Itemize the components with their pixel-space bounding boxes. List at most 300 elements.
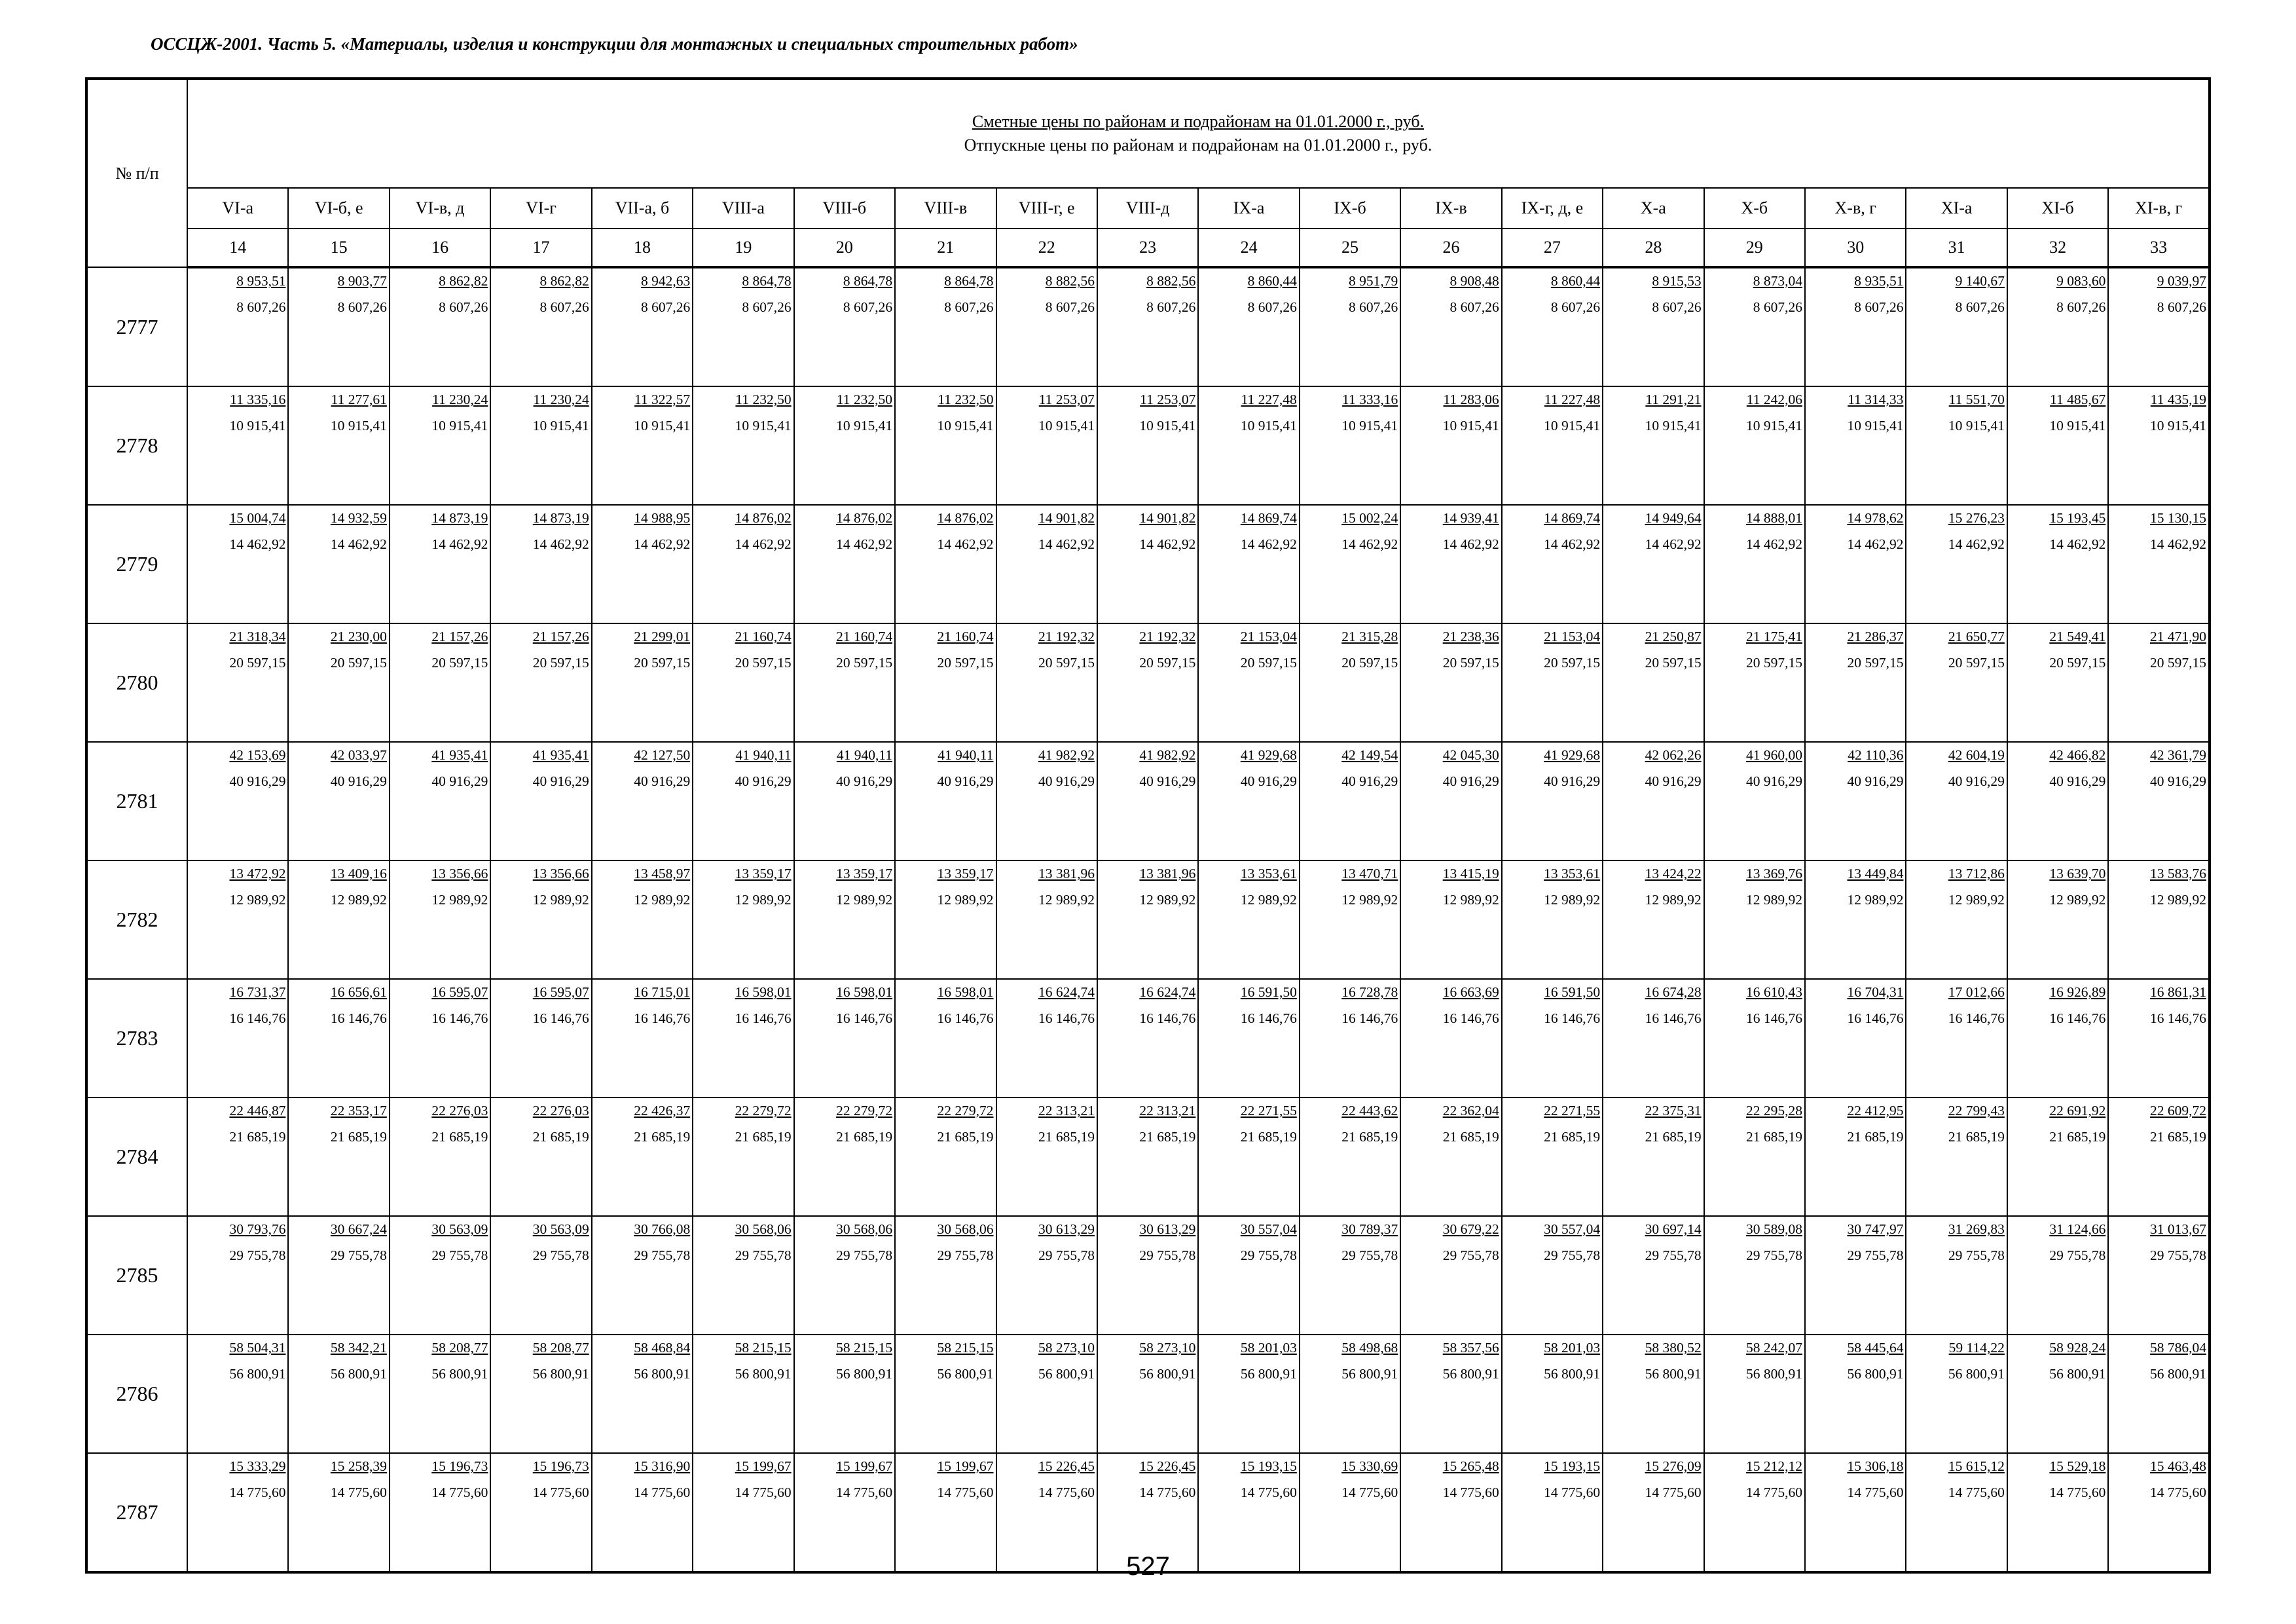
price-cell — [693, 1098, 793, 1216]
release-price: 10 915,41 — [431, 418, 488, 434]
release-price: 56 800,91 — [1544, 1366, 1601, 1382]
estimate-price: 21 315,28 — [1341, 629, 1398, 644]
table-row — [86, 742, 2210, 860]
price-cell — [1400, 386, 1501, 505]
price-cell — [2108, 1098, 2210, 1216]
release-price: 16 146,76 — [2049, 1010, 2106, 1026]
table-row — [86, 623, 2210, 742]
price-cell — [490, 623, 591, 742]
price-cell — [1198, 1216, 1299, 1335]
release-price: 40 916,29 — [532, 773, 589, 789]
price-cell — [1603, 742, 1704, 860]
price-cell — [895, 623, 996, 742]
estimate-price: 42 604,19 — [1948, 747, 2005, 763]
estimate-price: 41 935,41 — [431, 747, 488, 763]
release-price: 14 462,92 — [634, 536, 691, 552]
estimate-price: 58 498,68 — [1341, 1340, 1398, 1356]
price-cell — [1097, 1216, 1198, 1335]
estimate-price: 14 873,19 — [431, 510, 488, 526]
release-price: 16 146,76 — [1341, 1010, 1398, 1026]
estimate-price: 15 193,15 — [1240, 1458, 1297, 1474]
table-row — [86, 979, 2210, 1098]
estimate-price: 16 715,01 — [634, 984, 691, 1000]
estimate-price: 15 199,67 — [735, 1458, 792, 1474]
district-header: VIII-а — [693, 188, 793, 229]
estimate-price: 30 766,08 — [634, 1221, 691, 1237]
price-cell — [187, 742, 288, 860]
estimate-price: 15 333,29 — [229, 1458, 286, 1474]
price-cell — [1704, 267, 1805, 386]
release-price: 20 597,15 — [2150, 655, 2206, 671]
release-price: 20 597,15 — [937, 655, 994, 671]
price-cell — [1198, 860, 1299, 979]
estimate-price: 11 232,50 — [735, 392, 792, 407]
price-cell — [490, 267, 591, 386]
release-price: 29 755,78 — [2150, 1247, 2206, 1263]
release-price: 12 989,92 — [1746, 892, 1802, 908]
price-cell — [1502, 742, 1603, 860]
price-cell — [1097, 386, 1198, 505]
price-cell — [288, 742, 389, 860]
estimate-price: 30 789,37 — [1341, 1221, 1398, 1237]
release-price: 29 755,78 — [735, 1247, 792, 1263]
price-cell — [1805, 742, 1906, 860]
estimate-price: 15 193,45 — [2049, 510, 2106, 526]
price-cell — [1704, 742, 1805, 860]
release-price: 20 597,15 — [532, 655, 589, 671]
price-cell — [592, 386, 693, 505]
table-row — [86, 1335, 2210, 1453]
release-price: 12 989,92 — [2150, 892, 2206, 908]
release-price: 10 915,41 — [1847, 418, 1904, 434]
estimate-price: 30 667,24 — [330, 1221, 387, 1237]
release-price: 14 775,60 — [1847, 1485, 1904, 1500]
estimate-price: 21 318,34 — [229, 629, 286, 644]
price-cell — [1603, 1335, 1704, 1453]
release-price: 29 755,78 — [1442, 1247, 1499, 1263]
column-number: 15 — [288, 229, 389, 267]
estimate-price: 15 276,23 — [1948, 510, 2005, 526]
price-cell — [1400, 1335, 1501, 1453]
estimate-price: 11 314,33 — [1848, 392, 1904, 407]
release-price: 8 607,26 — [1146, 299, 1196, 315]
price-cell — [1704, 386, 1805, 505]
release-price: 12 989,92 — [836, 892, 893, 908]
release-price: 21 685,19 — [532, 1129, 589, 1145]
estimate-price: 21 160,74 — [735, 629, 792, 644]
price-cell — [2007, 1098, 2108, 1216]
release-price: 14 462,92 — [1948, 536, 2005, 552]
release-price: 8 607,26 — [640, 299, 691, 315]
price-cell — [1906, 505, 2007, 623]
price-cell — [1300, 1335, 1400, 1453]
release-price: 16 146,76 — [937, 1010, 994, 1026]
estimate-price: 15 316,90 — [634, 1458, 691, 1474]
column-number: 21 — [895, 229, 996, 267]
estimate-price: 41 940,11 — [836, 747, 893, 763]
estimate-price: 13 470,71 — [1341, 866, 1398, 881]
release-price: 10 915,41 — [1240, 418, 1297, 434]
estimate-price: 11 277,61 — [331, 392, 387, 407]
price-cell — [1198, 505, 1299, 623]
release-price: 14 775,60 — [2150, 1485, 2206, 1500]
estimate-price: 41 982,92 — [1038, 747, 1095, 763]
column-number: 22 — [996, 229, 1097, 267]
price-cell — [2108, 267, 2210, 386]
estimate-price: 11 232,50 — [938, 392, 994, 407]
release-price: 14 775,60 — [2049, 1485, 2106, 1500]
price-cell — [1300, 1098, 1400, 1216]
estimate-price: 16 595,07 — [431, 984, 488, 1000]
release-price: 12 989,92 — [735, 892, 792, 908]
estimate-price: 14 932,59 — [330, 510, 387, 526]
estimate-price: 13 449,84 — [1847, 866, 1904, 881]
price-cell — [187, 1335, 288, 1453]
price-table-body — [86, 267, 2210, 1572]
release-price: 40 916,29 — [1139, 773, 1196, 789]
release-price: 12 989,92 — [1038, 892, 1095, 908]
release-price: 20 597,15 — [634, 655, 691, 671]
estimate-price: 11 333,16 — [1342, 392, 1398, 407]
release-price: 40 916,29 — [330, 773, 387, 789]
release-price: 20 597,15 — [1341, 655, 1398, 671]
price-cell — [1400, 1216, 1501, 1335]
estimate-price: 16 598,01 — [937, 984, 994, 1000]
release-price: 29 755,78 — [1038, 1247, 1095, 1263]
release-price: 14 462,92 — [532, 536, 589, 552]
price-cell — [592, 1216, 693, 1335]
price-cell — [1198, 1335, 1299, 1453]
release-price: 21 685,19 — [1038, 1129, 1095, 1145]
estimate-price: 15 226,45 — [1038, 1458, 1095, 1474]
price-cell — [1300, 386, 1400, 505]
estimate-price: 16 591,50 — [1544, 984, 1601, 1000]
price-cell — [1097, 1098, 1198, 1216]
row-number: 2777 — [86, 267, 187, 386]
price-cell — [2007, 1216, 2108, 1335]
release-price: 20 597,15 — [1544, 655, 1601, 671]
price-caption — [187, 79, 2210, 188]
release-price: 29 755,78 — [2049, 1247, 2106, 1263]
release-price: 8 607,26 — [1349, 299, 1398, 315]
release-price: 21 685,19 — [1442, 1129, 1499, 1145]
column-number: 17 — [490, 229, 591, 267]
price-cell — [592, 742, 693, 860]
estimate-price: 16 610,43 — [1746, 984, 1802, 1000]
estimate-price: 58 215,15 — [735, 1340, 792, 1356]
price-cell — [895, 979, 996, 1098]
estimate-price: 21 153,04 — [1544, 629, 1601, 644]
price-cell — [2108, 1335, 2210, 1453]
release-price: 8 607,26 — [1652, 299, 1702, 315]
estimate-price: 11 322,57 — [634, 392, 691, 407]
district-header: VIII-д — [1097, 188, 1198, 229]
release-price: 8 607,26 — [1045, 299, 1095, 315]
release-price: 10 915,41 — [2150, 418, 2206, 434]
price-cell — [693, 742, 793, 860]
release-price: 20 597,15 — [431, 655, 488, 671]
release-price: 21 685,19 — [634, 1129, 691, 1145]
release-price: 8 607,26 — [1550, 299, 1601, 315]
price-cell — [895, 386, 996, 505]
estimate-price: 9 140,67 — [1955, 273, 2005, 289]
release-price: 29 755,78 — [1240, 1247, 1297, 1263]
row-number: 2782 — [86, 860, 187, 979]
row-number: 2787 — [86, 1453, 187, 1572]
price-cell — [1198, 1098, 1299, 1216]
release-price: 8 607,26 — [742, 299, 792, 315]
release-price: 40 916,29 — [1240, 773, 1297, 789]
release-price: 29 755,78 — [634, 1247, 691, 1263]
release-price: 20 597,15 — [1746, 655, 1802, 671]
column-number: 32 — [2007, 229, 2108, 267]
release-price: 20 597,15 — [1139, 655, 1196, 671]
estimate-price: 30 589,08 — [1746, 1221, 1802, 1237]
table-row — [86, 386, 2210, 505]
release-price: 21 685,19 — [1341, 1129, 1398, 1145]
price-cell — [390, 742, 490, 860]
estimate-price: 22 313,21 — [1038, 1103, 1095, 1118]
estimate-price: 15 615,12 — [1948, 1458, 2005, 1474]
price-table — [85, 77, 2211, 1574]
estimate-price: 41 940,11 — [938, 747, 994, 763]
estimate-price: 11 435,19 — [2150, 392, 2206, 407]
price-cell — [1603, 623, 1704, 742]
estimate-price: 22 446,87 — [229, 1103, 286, 1118]
column-number: 24 — [1198, 229, 1299, 267]
release-price: 16 146,76 — [1847, 1010, 1904, 1026]
release-price: 10 915,41 — [1038, 418, 1095, 434]
estimate-price: 15 212,12 — [1746, 1458, 1802, 1474]
column-number: 30 — [1805, 229, 1906, 267]
release-price: 12 989,92 — [2049, 892, 2106, 908]
release-price: 14 775,60 — [431, 1485, 488, 1500]
release-price: 20 597,15 — [2049, 655, 2106, 671]
estimate-price: 14 949,64 — [1645, 510, 1702, 526]
price-cell — [2007, 742, 2108, 860]
district-header: VIII-б — [794, 188, 895, 229]
release-price: 8 607,26 — [2056, 299, 2106, 315]
release-price: 21 685,19 — [735, 1129, 792, 1145]
estimate-price: 42 466,82 — [2049, 747, 2106, 763]
price-cell — [1603, 1098, 1704, 1216]
estimate-price: 16 598,01 — [836, 984, 893, 1000]
release-price: 16 146,76 — [330, 1010, 387, 1026]
release-price: 29 755,78 — [1948, 1247, 2005, 1263]
release-price: 16 146,76 — [1442, 1010, 1499, 1026]
estimate-price: 16 663,69 — [1442, 984, 1499, 1000]
estimate-price: 58 380,52 — [1645, 1340, 1702, 1356]
release-price: 10 915,41 — [1341, 418, 1398, 434]
column-number: 31 — [1906, 229, 2007, 267]
estimate-price: 21 299,01 — [634, 629, 691, 644]
price-cell — [1704, 1335, 1805, 1453]
release-price: 21 685,19 — [1746, 1129, 1802, 1145]
estimate-price: 21 175,41 — [1746, 629, 1802, 644]
price-cell — [2007, 505, 2108, 623]
price-cell — [1603, 267, 1704, 386]
price-cell — [1906, 1098, 2007, 1216]
column-number: 27 — [1502, 229, 1603, 267]
release-price: 16 146,76 — [532, 1010, 589, 1026]
price-cell — [1300, 860, 1400, 979]
release-price: 20 597,15 — [735, 655, 792, 671]
price-cell — [592, 505, 693, 623]
estimate-price: 58 468,84 — [634, 1340, 691, 1356]
release-price: 29 755,78 — [1746, 1247, 1802, 1263]
estimate-price: 15 196,73 — [532, 1458, 589, 1474]
estimate-price: 30 747,97 — [1847, 1221, 1904, 1237]
estimate-price: 17 012,66 — [1948, 984, 2005, 1000]
price-cell — [490, 1335, 591, 1453]
release-price: 14 462,92 — [1038, 536, 1095, 552]
estimate-price: 42 062,26 — [1645, 747, 1702, 763]
estimate-price: 15 199,67 — [937, 1458, 994, 1474]
price-cell — [794, 1098, 895, 1216]
price-cell — [895, 1216, 996, 1335]
release-price: 14 775,60 — [532, 1485, 589, 1500]
price-cell — [895, 1335, 996, 1453]
release-price: 40 916,29 — [2049, 773, 2106, 789]
price-cell — [2108, 623, 2210, 742]
price-cell — [592, 1098, 693, 1216]
price-cell — [1502, 979, 1603, 1098]
release-price: 10 915,41 — [1544, 418, 1601, 434]
estimate-price: 13 356,66 — [532, 866, 589, 881]
estimate-price: 8 862,82 — [539, 273, 589, 289]
price-cell — [187, 267, 288, 386]
price-cell — [187, 386, 288, 505]
release-price: 16 146,76 — [735, 1010, 792, 1026]
estimate-price: 41 982,92 — [1139, 747, 1196, 763]
price-cell — [390, 623, 490, 742]
estimate-price: 9 083,60 — [2056, 273, 2106, 289]
table-row — [86, 1216, 2210, 1335]
estimate-price: 11 253,07 — [1038, 392, 1095, 407]
release-price: 29 755,78 — [1139, 1247, 1196, 1263]
estimate-price: 22 412,95 — [1847, 1103, 1904, 1118]
district-header: IX-г, д, е — [1502, 188, 1603, 229]
estimate-price: 8 864,78 — [843, 273, 893, 289]
release-price: 56 800,91 — [330, 1366, 387, 1382]
price-cell — [1805, 267, 1906, 386]
estimate-price: 14 876,02 — [836, 510, 893, 526]
price-cell — [1502, 1335, 1603, 1453]
estimate-price: 13 359,17 — [836, 866, 893, 881]
release-price: 21 685,19 — [2150, 1129, 2206, 1145]
release-price: 10 915,41 — [634, 418, 691, 434]
district-header: VIII-в — [895, 188, 996, 229]
release-price: 12 989,92 — [634, 892, 691, 908]
price-cell — [187, 1216, 288, 1335]
release-price: 14 775,60 — [1442, 1485, 1499, 1500]
estimate-price: 42 127,50 — [634, 747, 691, 763]
price-cell — [288, 1216, 389, 1335]
estimate-price: 8 953,51 — [236, 273, 286, 289]
estimate-price: 11 335,16 — [230, 392, 286, 407]
price-cell — [288, 386, 389, 505]
estimate-price: 11 242,06 — [1746, 392, 1802, 407]
release-price: 12 989,92 — [1341, 892, 1398, 908]
price-cell — [1198, 742, 1299, 860]
estimate-price: 8 862,82 — [439, 273, 488, 289]
price-cell — [2007, 979, 2108, 1098]
release-price: 14 775,60 — [1341, 1485, 1398, 1500]
column-number: 18 — [592, 229, 693, 267]
estimate-price: 9 039,97 — [2157, 273, 2206, 289]
release-price: 56 800,91 — [1746, 1366, 1802, 1382]
price-cell — [2108, 742, 2210, 860]
price-cell — [592, 623, 693, 742]
estimate-price: 21 160,74 — [937, 629, 994, 644]
estimate-price: 42 361,79 — [2150, 747, 2206, 763]
release-price: 40 916,29 — [1847, 773, 1904, 789]
estimate-price: 30 568,06 — [937, 1221, 994, 1237]
price-cell — [996, 623, 1097, 742]
release-price: 21 685,19 — [836, 1129, 893, 1145]
price-cell — [592, 267, 693, 386]
price-cell — [1502, 505, 1603, 623]
column-number: 25 — [1300, 229, 1400, 267]
estimate-price: 58 445,64 — [1847, 1340, 1904, 1356]
estimate-price: 13 359,17 — [735, 866, 792, 881]
release-price: 14 462,92 — [1139, 536, 1196, 552]
release-price: 20 597,15 — [1240, 655, 1297, 671]
price-cell — [693, 267, 793, 386]
estimate-price: 42 153,69 — [229, 747, 286, 763]
release-price: 21 685,19 — [229, 1129, 286, 1145]
price-cell — [794, 1335, 895, 1453]
price-cell — [1300, 979, 1400, 1098]
estimate-price: 41 935,41 — [532, 747, 589, 763]
estimate-price: 11 485,67 — [2050, 392, 2106, 407]
release-price: 16 146,76 — [634, 1010, 691, 1026]
release-price: 56 800,91 — [1341, 1366, 1398, 1382]
release-price: 14 462,92 — [937, 536, 994, 552]
table-row — [86, 267, 2210, 386]
estimate-price: 58 201,03 — [1240, 1340, 1297, 1356]
price-cell — [996, 1098, 1097, 1216]
release-price: 21 685,19 — [1544, 1129, 1601, 1145]
price-cell — [693, 1216, 793, 1335]
price-cell — [1906, 860, 2007, 979]
release-price: 14 462,92 — [2049, 536, 2106, 552]
price-cell — [288, 623, 389, 742]
price-cell — [187, 860, 288, 979]
estimate-price: 30 568,06 — [836, 1221, 893, 1237]
column-number: 14 — [187, 229, 288, 267]
estimate-price: 16 624,74 — [1038, 984, 1095, 1000]
release-price: 8 607,26 — [539, 299, 589, 315]
price-cell — [1097, 505, 1198, 623]
release-price: 40 916,29 — [1948, 773, 2005, 789]
estimate-price: 31 013,67 — [2150, 1221, 2206, 1237]
estimate-caption: Сметные цены по районам и подрайонам на 01.01.2000 г., руб. — [972, 112, 1425, 131]
price-cell — [1502, 623, 1603, 742]
estimate-price: 22 295,28 — [1746, 1103, 1802, 1118]
estimate-price: 58 273,10 — [1038, 1340, 1095, 1356]
estimate-price: 21 238,36 — [1442, 629, 1499, 644]
release-price: 10 915,41 — [1746, 418, 1802, 434]
estimate-price: 8 864,78 — [944, 273, 994, 289]
release-price: 29 755,78 — [431, 1247, 488, 1263]
price-cell — [187, 505, 288, 623]
price-cell — [1603, 505, 1704, 623]
estimate-price: 14 901,82 — [1139, 510, 1196, 526]
estimate-price: 30 793,76 — [229, 1221, 286, 1237]
estimate-price: 22 691,92 — [2049, 1103, 2106, 1118]
release-price: 56 800,91 — [532, 1366, 589, 1382]
